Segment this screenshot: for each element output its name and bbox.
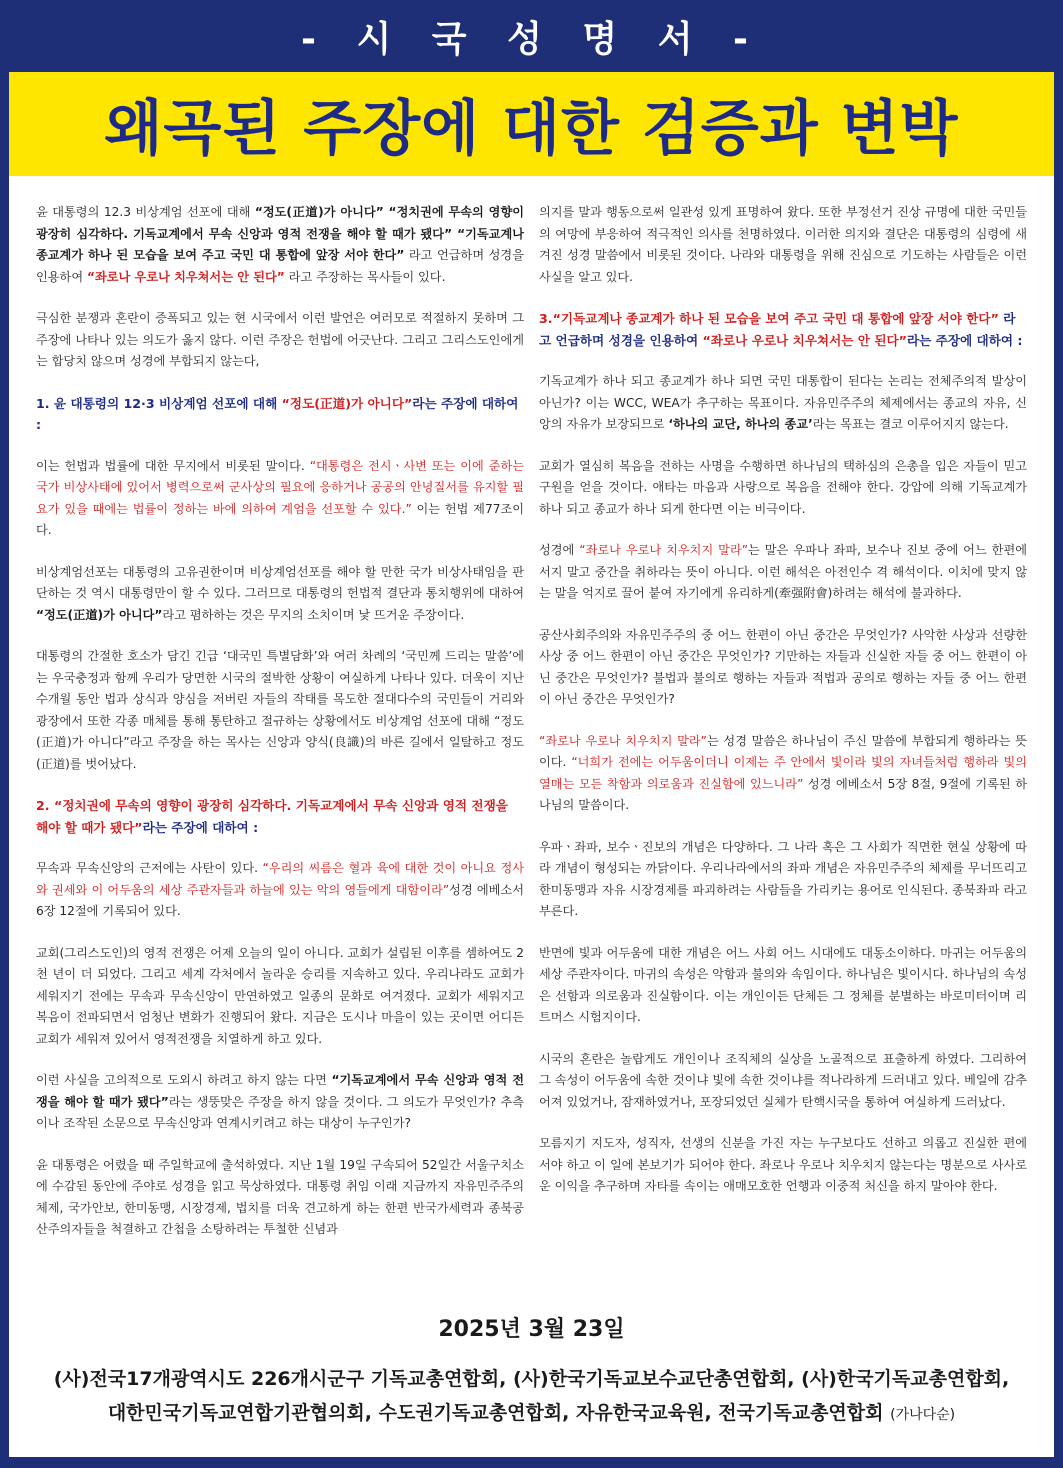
text-run: 시국의 혼란은 놀랍게도 개인이나 조직체의 실상을 노골적으로 표출하게 하였다. 그리하여 그 속성이 어두움에 속한 것이냐 빛에 속한 것이냐를 적나라하게 드러내고 있다. 베일에 감추어져 있었거나, 잠재하였거나, 포장되었던 실체가 탄핵시국을 통하여 여실하게 드러났다. — [539, 1051, 1027, 1109]
left-column — [36, 202, 524, 1292]
paragraph — [539, 943, 1027, 1029]
text-run: ‘하나의 교단, 하나의 종교’ — [668, 417, 813, 431]
text-run: 의지를 말과 행동으로써 일관성 있게 표명하여 왔다. 또한 부정선거 진상 규명에 대한 국민들의 여망에 부응하여 적극적인 의사를 천명하였다. 이러한 의지와 결단은 대통령의 심령에 새겨진 성경 말씀에서 비롯된 것이다. 나라와 대통령을 위해 진심으로 기도하는 사람들은 이런 사실을 알고 있다. — [539, 205, 1027, 284]
paragraph — [539, 1133, 1027, 1198]
text-run: 이런 사실을 고의적으로 도외시 하려고 하지 않는 다면 — [36, 1073, 332, 1087]
paragraph — [539, 540, 1027, 605]
paragraph — [36, 456, 524, 542]
text-run: 성경 에베소서 6장 12절에 기록되어 있다. — [36, 882, 524, 918]
text-run: 라고 주장하는 목사들이 있다. — [284, 269, 446, 284]
paragraph — [539, 731, 1027, 817]
text-run: 교회(그리스도인)의 영적 전쟁은 어제 오늘의 일이 아니다. 교회가 설립된 이후를 셈하여도 2천 년이 더 되었다. 그리고 세계 각처에서 놀라운 승리를 지속하고 있다. 우리나라도 교회가 세워지기 전에는 무속과 무속신앙이 만연하였고 일종의 문화로 여겨졌다. 교회가 세워지고 복음이 전파되면서 엄청난 변화가 진행되어 왔다. 지금은 도시나 마을이 있는 곳이면 어디든 교회가 세워져 있어서 영적전쟁을 치열하게 하고 있다. — [36, 945, 524, 1046]
text-run: 라는 주장에 대하여 : — [142, 819, 259, 835]
text-run: “좌로나 우로나 치우치지 말라” — [539, 733, 707, 748]
text-run: 3. — [539, 311, 553, 326]
text-run: 우파ㆍ좌파, 보수ㆍ진보의 개념은 다양하다. 그 나라 혹은 그 사회가 직면한 현실 상황에 따라 개념이 형성되는 까닭이다. 우리나라에서의 좌파 개념은 자유민주주의 체제를 무너뜨리고 한미동맹과 자유 시장경제를 파괴하려는 사람들을 가리키는 용어로 인식된다. 종북좌파 라고 부른다. — [539, 839, 1027, 918]
text-run: 라는 목표는 결코 이루어지지 않는다. — [812, 417, 1009, 431]
text-run: 이는 헌법과 법률에 대한 무지에서 비롯된 말이다. — [36, 458, 310, 473]
paragraph — [36, 943, 524, 1051]
paragraph — [36, 646, 524, 775]
text-run: 성경 에베소서 5장 8절, 9절에 기록된 하나님의 말씀이다. — [539, 776, 1027, 812]
text-run: 라고 언급하며 성경을 인용하여 — [539, 311, 1016, 348]
document-type: - 시 국 성 명 서 - — [301, 18, 762, 60]
signatory-organizations — [9, 1362, 1054, 1432]
text-run: 윤 대통령의 12.3 비상계엄 선포에 대해 — [36, 205, 255, 219]
text-run: “정도(正道)가 아니다” — [36, 607, 163, 622]
paragraph — [36, 202, 524, 288]
text-run: 라는 주장에 대하여 : — [36, 395, 519, 432]
text-run: 윤 대통령은 어렸을 때 주일학교에 출석하였다. 지난 1월 19일 구속되어 52일간 서울구치소에 수감된 동안에 주야로 성경을 읽고 묵상하였다. 대통령 취임 이래 지금까지 자유민주주의체제, 국가안보, 한미동맹, 시장경제, 법치를 더욱 견고하게 하는 한편 반국가세력과 종북공산주의자들을 척결하고 간첩을 소탕하려는 투철한 신념과 — [36, 1157, 524, 1236]
text-run: 는 성경 말씀은 하나님이 주신 말씀에 부합되게 행하라는 뜻이다. — [539, 733, 1028, 769]
section-heading-1 — [36, 393, 524, 436]
text-run: “정치권에 무속의 영향이 광장히 심각하다. 기독교계에서 무속 신앙과 영적 전쟁을 해야 할 때가 됐다” — [36, 798, 508, 835]
paragraph — [36, 858, 524, 923]
section-heading-3 — [539, 308, 1027, 351]
statement-date: 2025년 3월 23일 — [438, 1317, 625, 1342]
text-run: 라고 언급하며 성경을 인용하여 — [36, 248, 524, 284]
title-banner — [9, 72, 1054, 176]
paragraph — [36, 308, 524, 373]
text-run: 라는 생뚱맞은 주장을 하지 않을 것이다. 그 의도가 무엇인가? 추측이나 조작된 소문으로 무속신앙과 연계시키려고 하는 대상이 누구인가? — [36, 1094, 524, 1130]
page-title: 왜곡된 주장에 대한 검증과 변박 — [104, 94, 959, 164]
text-run: 라는 주장에 대하여 : — [906, 332, 1023, 348]
text-run: 비상계엄선포는 대통령의 고유권한이며 비상계엄선포를 해야 할 만한 국가 비상사태임을 판단하는 것 역시 대통령만이 할 수 있다. 그러므로 대통령의 헌법적 결단과 통치행위에 대하여 — [36, 564, 524, 600]
text-run: 반면에 빛과 어두움에 대한 개념은 어느 사회 어느 시대에도 대동소이하다. 마귀는 어두움의 세상 주관자이다. 마귀의 속성은 악함과 불의와 속임이다. 하나님은 빛이시다. 하나님의 속성은 선함과 의로움과 진실함이다. 이는 개인이든 단체든 그 정체를 분별하는 바로미터이며 리트머스 시험지이다. — [539, 945, 1027, 1024]
paragraph — [539, 837, 1027, 923]
text-run: 성경에 — [539, 543, 580, 557]
statement-body — [9, 176, 1054, 1457]
text-run: “우리의 씨름은 혈과 육에 대한 것이 아니요 정사와 권세와 이 어두움의 세상 주관자들과 하늘에 있는 악의 영들에게 대함이라” — [36, 861, 525, 897]
paragraph — [539, 1049, 1027, 1114]
text-run: “너희가 전에는 어두움이더니 이제는 주 안에서 빛이라 빛의 자녀들처럼 행하라 빛의 열매는 모든 착함과 의로움과 진실함에 있느니라” — [539, 755, 1027, 791]
text-run: 1. 윤 대통령의 12·3 비상계엄 선포에 대해 — [36, 395, 282, 411]
text-run: “좌로나 우로나 치우쳐서는 안 된다” — [702, 332, 907, 348]
paragraph — [36, 1155, 524, 1241]
text-run: 대통령의 간절한 호소가 담긴 긴급 ‘대국민 특별담화’와 여러 차례의 ‘국민께 드리는 말씀’에는 우국충정과 함께 우리가 당면한 시국의 절박한 상황이 여실하게 나타나 있다. 더욱이 지난 수개월 동안 법과 상식과 양심을 저버린 자들의 작태를 목도한 절대다수의 국민들이 거리와 광장에서 또한 각종 매체를 통해 통탄하고 절규하는 상황에서도 비상계엄 선포에 대해 “정도(正道)가 아니다”라고 주장을 하는 목사는 신앙과 양식(良識)의 바른 길에서 일탈하고 정도(正道)를 벗어났다. — [36, 649, 524, 771]
text-run: “좌로나 우로나 치우치지 말라” — [579, 543, 749, 557]
section-heading-2 — [36, 795, 524, 838]
text-run: 는 말은 우파나 좌파, 보수나 진보 중에 어느 한편에 서지 말고 중간을 취하라는 뜻이 아니다. 이런 해석은 아전인수 격 해석이다. 이치에 맞지 않는 말을 억지로 끌어 붙여 자기에게 유리하게(牽强附會)하려는 해석에 불과하다. — [539, 543, 1027, 600]
right-column — [539, 202, 1027, 1292]
text-run: “기독교계나 종교계가 하나 된 모습을 보여 주고 국민 대 통합에 앞장 서야 한다” — [552, 311, 999, 326]
text-run: 라고 폄하하는 것은 무지의 소치이며 낯 뜨거운 주장이다. — [162, 607, 465, 622]
text-run: “기독교계에서 무속 신앙과 영적 전쟁을 해야 할 때가 됐다” — [36, 1073, 524, 1109]
paragraph — [36, 562, 524, 627]
text-run: 교회가 열심히 복음을 전하는 사명을 수행하면 하나님의 택하심의 은총을 입은 자들이 믿고 구원을 얻을 것이다. 애타는 마음과 사랑으로 복음을 전해야 한다. 강압에 의해 기독교계가 하나 되고 종교가 하나 되게 한다면 이는 비극이다. — [539, 458, 1027, 516]
text-run: “대통령은 전시ㆍ사변 또는 이에 준하는 국가 비상사태에 있어서 병력으로써 군사상의 필요에 응하거나 공공의 안녕질서를 유지할 필요가 있을 때에는 법률이 정하는 바에 의하여 계엄을 선포할 수 있다.” — [36, 458, 524, 516]
paragraph — [539, 625, 1027, 711]
text-run: 이는 헌법 제77조이다. — [36, 501, 524, 537]
signers-line-2 — [9, 1396, 1054, 1432]
paragraph — [539, 456, 1027, 521]
text-run: 극심한 분쟁과 혼란이 증폭되고 있는 현 시국에서 이런 발언은 여러모로 적절하지 못하며 그 주장에 나타나 있는 의도가 옳지 않다. 이런 주장은 헌법에 어긋난다. 그리고 그리스도인에게는 합당치 않으며 성경에 부합되지 않는다, — [36, 311, 524, 368]
text-run: “좌로나 우로나 치우쳐서는 안 된다” — [86, 269, 285, 284]
signers-line-2-text: 대한민국기독교연합기관협의회, 수도권기독교총연합회, 자유한국교육원, 전국기독교총연합회 — [107, 1402, 884, 1424]
paragraph — [539, 202, 1027, 288]
two-column-text — [36, 202, 1027, 1292]
text-run: 공산사회주의와 자유민주주의 중 어느 한편이 아닌 중간은 무엇인가? 사악한 사상과 선량한 사상 중 어느 한편이 아닌 중간은 무엇인가? 기만하는 자들과 신실한 자들 중 어느 한편이 아닌 중간은 무엇인가? 불법과 불의로 행하는 자들과 적법과 공의로 행하는 자들 중 어느 한편이 아닌 중간은 무엇인가? — [539, 627, 1027, 706]
text-run: 기독교계가 하나 되고 종교계가 하나 되면 국민 대통합이 된다는 논리는 전체주의적 발상이 아닌가? 이는 WCC, WEA가 추구하는 목표이다. 자유민주주의 체제에서는 종교의 자유, 신앙의 자유가 보장되므로 — [539, 374, 1027, 431]
signers-line-1: (사)전국17개광역시도 226개시군구 기독교총연합회, (사)한국기독교보수교단총연합회, (사)한국기독교총연합회, — [53, 1368, 1010, 1390]
paragraph — [36, 1070, 524, 1135]
paragraph — [539, 371, 1027, 436]
text-run: 모름지기 지도자, 성직자, 선생의 신분을 가진 자는 누구보다도 선하고 의롭고 진실한 편에 서야 하고 이 일에 본보기가 되어야 한다. 좌로나 우로나 치우치지 않는다는 명분으로 사사로운 이익을 추구하며 자타를 속이는 애매모호한 언행과 이중적 처신을 하지 말아야 한다. — [539, 1136, 1027, 1193]
text-run: 2. — [36, 798, 54, 813]
text-run: “정도(正道)가 아니다” “정치권에 무속의 영향이 광장히 심각하다. 기독교계에서 무속 신앙과 영적 전쟁을 해야 할 때가 됐다” “기독교계나 종교계가 하나 된 모습을 보여 주고 국민 대 통합에 앞장 서야 한다” — [36, 205, 524, 262]
text-run: “정도(正道)가 아니다” — [281, 395, 413, 411]
text-run: 무속과 무속신앙의 근저에는 사탄이 있다. — [36, 861, 263, 875]
signers-order-note: (가나다순) — [890, 1407, 956, 1423]
header-band — [0, 0, 1063, 72]
